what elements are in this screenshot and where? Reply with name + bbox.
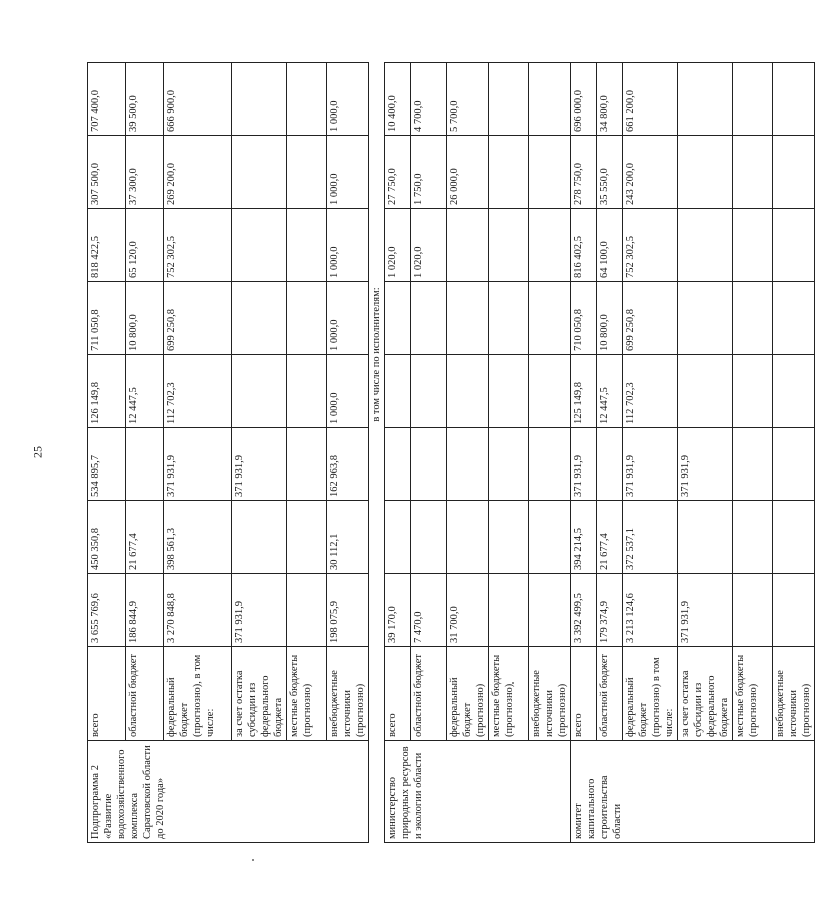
value-cell: 39 500,0 bbox=[126, 63, 164, 136]
scan-dot bbox=[252, 859, 254, 861]
value-cell: 21 677,4 bbox=[126, 501, 164, 574]
table-row bbox=[571, 63, 597, 843]
value-cell bbox=[126, 428, 164, 501]
value-cell: 666 900,0 bbox=[164, 63, 232, 136]
value-cell bbox=[287, 428, 327, 501]
value-cell: 64 100,0 bbox=[597, 209, 623, 282]
value-cell: 1 020,0 bbox=[411, 209, 447, 282]
value-cell: 112 702,3 bbox=[623, 355, 678, 428]
value-cell bbox=[232, 63, 287, 136]
value-cell bbox=[232, 282, 287, 355]
value-cell bbox=[489, 63, 529, 136]
value-cell bbox=[447, 501, 489, 574]
value-cell: 661 200,0 bbox=[623, 63, 678, 136]
source-cell: федеральный бюджет (прогнозно) bbox=[447, 647, 489, 741]
table-row bbox=[773, 63, 815, 843]
value-cell: 371 931,9 bbox=[678, 428, 733, 501]
value-cell bbox=[773, 501, 815, 574]
value-cell: 5 700,0 bbox=[447, 63, 489, 136]
executor-separator bbox=[369, 63, 385, 843]
value-cell bbox=[411, 501, 447, 574]
executor-name: министерство природных ресурсов и экологии области bbox=[385, 741, 571, 843]
executor-1-section bbox=[385, 63, 571, 843]
value-cell bbox=[411, 428, 447, 501]
source-cell: федеральный бюджет (прогнозно), в том числе: bbox=[164, 647, 232, 741]
value-cell bbox=[597, 428, 623, 501]
value-cell: 10 800,0 bbox=[597, 282, 623, 355]
value-cell: 711 050,8 bbox=[88, 282, 126, 355]
value-cell bbox=[529, 428, 571, 501]
value-cell: 39 170,0 bbox=[385, 574, 411, 647]
value-cell bbox=[287, 501, 327, 574]
value-cell bbox=[733, 428, 773, 501]
value-cell bbox=[287, 63, 327, 136]
value-cell: 35 550,0 bbox=[597, 136, 623, 209]
value-cell bbox=[733, 136, 773, 209]
value-cell: 179 374,9 bbox=[597, 574, 623, 647]
table-row bbox=[232, 63, 287, 843]
table-row bbox=[411, 63, 447, 843]
value-cell bbox=[773, 282, 815, 355]
value-cell bbox=[678, 355, 733, 428]
source-cell: за счет остатка субсидии из федерального бюджета bbox=[232, 647, 287, 741]
source-cell: всего bbox=[571, 647, 597, 741]
value-cell: 26 000,0 bbox=[447, 136, 489, 209]
value-cell: 710 050,8 bbox=[571, 282, 597, 355]
value-cell: 818 422,5 bbox=[88, 209, 126, 282]
value-cell bbox=[529, 282, 571, 355]
table-row bbox=[88, 63, 126, 843]
value-cell: 707 400,0 bbox=[88, 63, 126, 136]
value-cell: 3 655 769,6 bbox=[88, 574, 126, 647]
value-cell: 27 750,0 bbox=[385, 136, 411, 209]
value-cell bbox=[733, 574, 773, 647]
source-cell: внебюджетные источники (прогнозно) bbox=[327, 647, 369, 741]
value-cell: 269 200,0 bbox=[164, 136, 232, 209]
value-cell: 752 302,5 bbox=[623, 209, 678, 282]
source-cell: всего bbox=[385, 647, 411, 741]
value-cell bbox=[287, 355, 327, 428]
value-cell: 1 020,0 bbox=[385, 209, 411, 282]
value-cell: 371 931,9 bbox=[232, 428, 287, 501]
value-cell bbox=[385, 282, 411, 355]
value-cell bbox=[529, 209, 571, 282]
value-cell: 278 750,0 bbox=[571, 136, 597, 209]
value-cell: 3 270 848,8 bbox=[164, 574, 232, 647]
source-cell: областной бюджет bbox=[126, 647, 164, 741]
value-cell bbox=[489, 282, 529, 355]
rotated-table-container bbox=[87, 63, 812, 843]
value-cell bbox=[232, 501, 287, 574]
table-row bbox=[385, 63, 411, 843]
value-cell: 699 250,8 bbox=[164, 282, 232, 355]
value-cell bbox=[678, 282, 733, 355]
value-cell: 398 561,3 bbox=[164, 501, 232, 574]
value-cell bbox=[411, 355, 447, 428]
value-cell: 1 000,0 bbox=[327, 209, 369, 282]
budget-table bbox=[87, 62, 815, 843]
value-cell: 307 500,0 bbox=[88, 136, 126, 209]
value-cell: 198 075,9 bbox=[327, 574, 369, 647]
value-cell: 21 677,4 bbox=[597, 501, 623, 574]
source-cell: местные бюджеты (прогнозно) bbox=[489, 647, 529, 741]
value-cell bbox=[678, 501, 733, 574]
value-cell bbox=[529, 355, 571, 428]
source-cell: внебюджетные источники (прогнозно) bbox=[773, 647, 815, 741]
table-row bbox=[678, 63, 733, 843]
value-cell bbox=[773, 574, 815, 647]
value-cell: 12 447,5 bbox=[126, 355, 164, 428]
blank-cell bbox=[369, 647, 385, 741]
table-row bbox=[369, 63, 385, 843]
value-cell bbox=[489, 501, 529, 574]
value-cell bbox=[447, 209, 489, 282]
value-cell bbox=[773, 209, 815, 282]
value-cell bbox=[385, 355, 411, 428]
value-cell: 1 000,0 bbox=[327, 355, 369, 428]
value-cell: 534 895,7 bbox=[88, 428, 126, 501]
source-cell: внебюджетные источники (прогнозно) bbox=[529, 647, 571, 741]
value-cell: 450 350,8 bbox=[88, 501, 126, 574]
value-cell: 3 213 124,6 bbox=[623, 574, 678, 647]
executor-2-section bbox=[571, 63, 815, 843]
value-cell bbox=[447, 355, 489, 428]
value-cell: 10 400,0 bbox=[385, 63, 411, 136]
value-cell: 371 931,9 bbox=[232, 574, 287, 647]
value-cell bbox=[411, 282, 447, 355]
value-cell bbox=[287, 574, 327, 647]
table-row bbox=[327, 63, 369, 843]
value-cell bbox=[447, 428, 489, 501]
program-section bbox=[88, 63, 369, 843]
value-cell: 371 931,9 bbox=[623, 428, 678, 501]
value-cell: 1 000,0 bbox=[327, 282, 369, 355]
table-row bbox=[164, 63, 232, 843]
value-cell bbox=[733, 63, 773, 136]
value-cell bbox=[773, 136, 815, 209]
value-cell: 3 392 499,5 bbox=[571, 574, 597, 647]
source-cell: областной бюджет bbox=[597, 647, 623, 741]
value-cell bbox=[529, 574, 571, 647]
section-label: в том числе по исполнителям: bbox=[371, 287, 382, 422]
value-cell: 65 120,0 bbox=[126, 209, 164, 282]
value-cell bbox=[529, 501, 571, 574]
value-cell: 394 214,5 bbox=[571, 501, 597, 574]
value-cell bbox=[489, 136, 529, 209]
value-cell bbox=[733, 501, 773, 574]
value-cell bbox=[529, 136, 571, 209]
table-row bbox=[733, 63, 773, 843]
value-cell: 10 800,0 bbox=[126, 282, 164, 355]
table-row bbox=[287, 63, 327, 843]
source-cell: федеральный бюджет (прогнозно) в том числе: bbox=[623, 647, 678, 741]
value-cell: 7 470,0 bbox=[411, 574, 447, 647]
value-cell bbox=[287, 136, 327, 209]
value-cell bbox=[773, 63, 815, 136]
value-cell bbox=[287, 282, 327, 355]
value-cell: 34 800,0 bbox=[597, 63, 623, 136]
program-title: Подпрограмма 2 «Развитие водохозяйственного комплекса Саратовской области до 2020 года» bbox=[88, 741, 369, 843]
value-cell bbox=[773, 355, 815, 428]
table-row bbox=[529, 63, 571, 843]
table-row bbox=[447, 63, 489, 843]
value-cell: 37 300,0 bbox=[126, 136, 164, 209]
value-cell: 371 931,9 bbox=[678, 574, 733, 647]
value-cell bbox=[733, 355, 773, 428]
value-cell bbox=[489, 428, 529, 501]
value-cell bbox=[489, 574, 529, 647]
source-cell: местные бюджеты (прогнозно) bbox=[733, 647, 773, 741]
value-cell bbox=[678, 63, 733, 136]
value-cell: 696 000,0 bbox=[571, 63, 597, 136]
value-cell: 816 402,5 bbox=[571, 209, 597, 282]
value-cell: 126 149,8 bbox=[88, 355, 126, 428]
value-cell: 752 302,5 bbox=[164, 209, 232, 282]
scan-dot bbox=[512, 682, 514, 684]
value-cell: 30 112,1 bbox=[327, 501, 369, 574]
value-cell: 12 447,5 bbox=[597, 355, 623, 428]
value-cell: 31 700,0 bbox=[447, 574, 489, 647]
value-cell: 243 200,0 bbox=[623, 136, 678, 209]
value-cell bbox=[232, 136, 287, 209]
table-row bbox=[623, 63, 678, 843]
executor-name: комитет капитального строительства области bbox=[571, 741, 815, 843]
table-row bbox=[597, 63, 623, 843]
value-cell: 112 702,3 bbox=[164, 355, 232, 428]
table-row bbox=[489, 63, 529, 843]
value-cell: 699 250,8 bbox=[623, 282, 678, 355]
value-cell: 371 931,9 bbox=[164, 428, 232, 501]
value-cell bbox=[489, 355, 529, 428]
value-cell bbox=[529, 63, 571, 136]
value-cell: 1 000,0 bbox=[327, 63, 369, 136]
value-cell: 372 537,1 bbox=[623, 501, 678, 574]
value-cell: 1 000,0 bbox=[327, 136, 369, 209]
value-cell bbox=[678, 209, 733, 282]
value-cell bbox=[447, 282, 489, 355]
value-cell bbox=[773, 428, 815, 501]
value-cell: 371 931,9 bbox=[571, 428, 597, 501]
value-cell bbox=[385, 501, 411, 574]
source-cell: за счет остатка субсидии из федерального бюджета bbox=[678, 647, 733, 741]
value-cell: 125 149,8 bbox=[571, 355, 597, 428]
value-cell: 4 700,0 bbox=[411, 63, 447, 136]
value-cell bbox=[385, 428, 411, 501]
value-cell: 1 750,0 bbox=[411, 136, 447, 209]
value-cell bbox=[287, 209, 327, 282]
source-cell: всего bbox=[88, 647, 126, 741]
table-row bbox=[126, 63, 164, 843]
value-cell bbox=[232, 355, 287, 428]
value-cell bbox=[232, 209, 287, 282]
value-cell bbox=[733, 282, 773, 355]
value-cell: 162 963,8 bbox=[327, 428, 369, 501]
value-cell bbox=[733, 209, 773, 282]
source-cell: областной бюджет bbox=[411, 647, 447, 741]
source-cell: местные бюджеты (прогнозно) bbox=[287, 647, 327, 741]
value-cell bbox=[489, 209, 529, 282]
page-number: 25 bbox=[30, 446, 45, 458]
blank-cell bbox=[369, 741, 385, 843]
value-cell: 186 844,9 bbox=[126, 574, 164, 647]
value-cell bbox=[678, 136, 733, 209]
